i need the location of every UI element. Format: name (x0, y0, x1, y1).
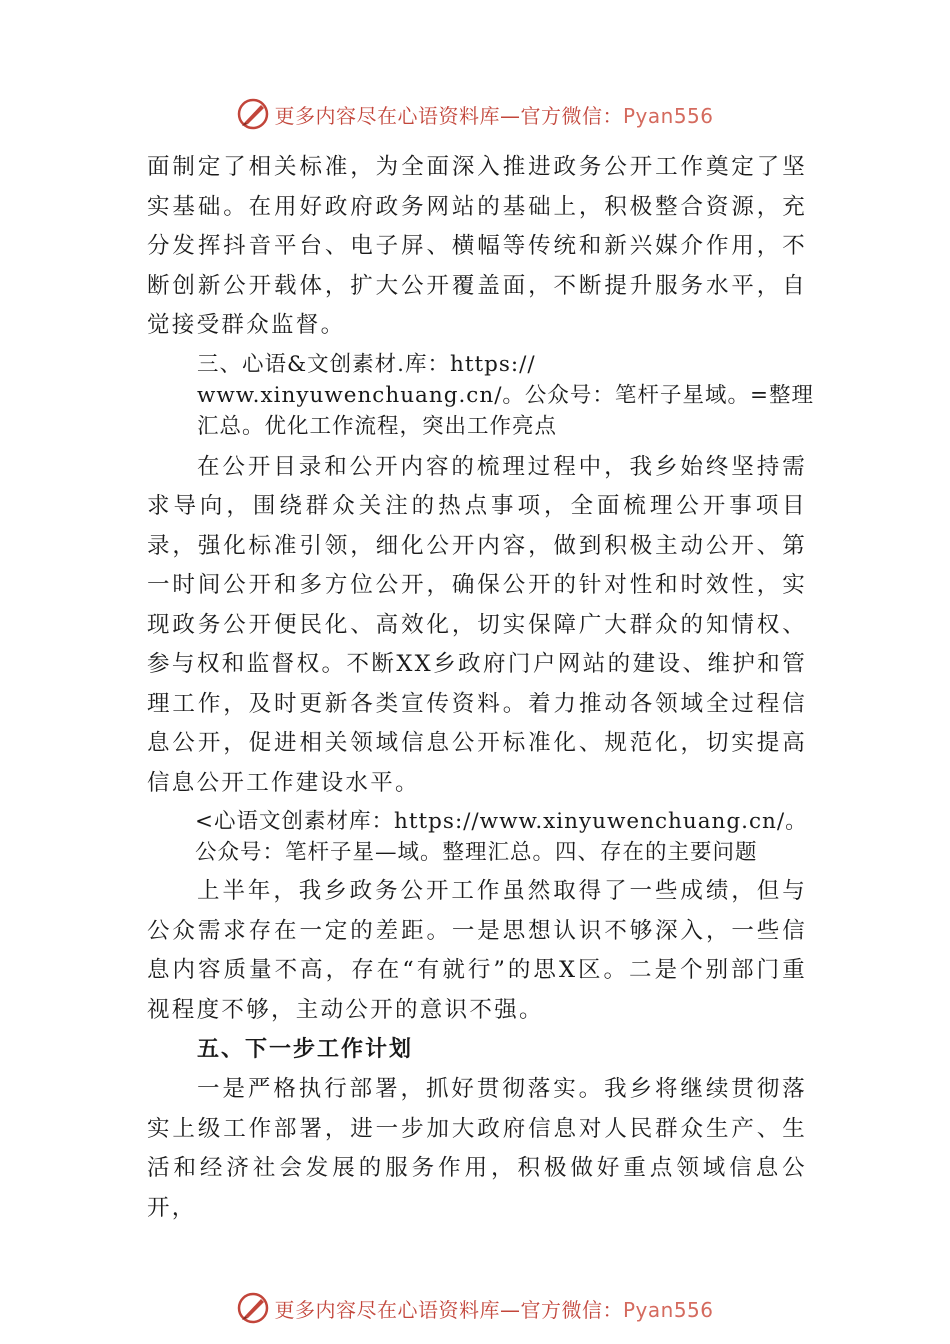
paragraph-1: 面制定了相关标准，为全面深入推进政务公开工作奠定了坚实基础。在用好政府政务网站的基础上，积极整合资源，充分发挥抖音平台、电子屏、横幅等传统和新兴媒介作用，不断创新公开载体，扩大公开覆盖面，不断提升服务水平，自觉接受群众监督。 (147, 154, 807, 338)
source-note-1-line-1: 三、心语&文创素材.库：https:// (197, 351, 536, 377)
paragraph-3: 上半年，我乡政务公开工作虽然取得了一些成绩，但与公众需求存在一定的差距。一是思想认识不够深入，一些信息内容质量不高，存在“有就行”的思X区。二是个别部门重视程度不够，主动公开的意识不强。 (147, 878, 807, 1023)
source-note-2-line-2: 公众号：笔杆子星—域。整理汇总。四、存在的主要问题 (195, 840, 758, 865)
banner-text (274, 100, 713, 129)
source-note-1-line-2: www.xinyuwenchuang.cn/。公众号：笔杆子星域。=整理 (197, 382, 814, 408)
footer-banner-wechat-id: Pyan556 (622, 1297, 714, 1322)
source-note-1-line-3: 汇总。优化工作流程，突出工作亮点 (197, 413, 558, 439)
footer-banner-title: 更多内容尽在心语资料库—官方微信： (274, 1297, 623, 1322)
header-banner (0, 94, 950, 134)
banner-title: 更多内容尽在心语资料库—官方微信： (274, 103, 623, 128)
pen-logo-icon (236, 97, 270, 131)
document-body (147, 148, 814, 1228)
source-note-2 (195, 806, 895, 868)
banner-wechat-id: Pyan556 (622, 103, 714, 128)
pen-logo-icon (236, 1291, 270, 1325)
section-heading-5: 五、下一步工作计划 (197, 1037, 414, 1062)
source-note-2-line-1: <心语文创素材库：https://www.xinyuwenchuang.cn/。 (195, 809, 808, 834)
paragraph-2: 在公开目录和公开内容的梳理过程中，我乡始终坚持需求导向，围绕群众关注的热点事项，全面梳理公开事项目录，强化标准引领，细化公开内容，做到积极主动公开、第一时间公开和多方位公开，确保公开的针对性和时效性，实现政务公开便民化、高效化，切实保障广大群众的知情权、参与权和监督权。不断XX乡政府门户网站的建设、维护和管理工作，及时更新各类宣传资料。着力推动各领域全过程信息公开，促进相关领域信息公开标准化、规范化，切实提高信息公开工作建设水平。 (147, 453, 807, 796)
source-note-1 (197, 349, 897, 442)
footer-banner-text (274, 1294, 713, 1323)
paragraph-4: 一是严格执行部署，抓好贯彻落实。我乡将继续贯彻落实上级工作部署，进一步加大政府信息对人民群众生产、生活和经济社会发展的服务作用，积极做好重点领域信息公开， (147, 1076, 807, 1221)
footer-banner (0, 1288, 950, 1328)
